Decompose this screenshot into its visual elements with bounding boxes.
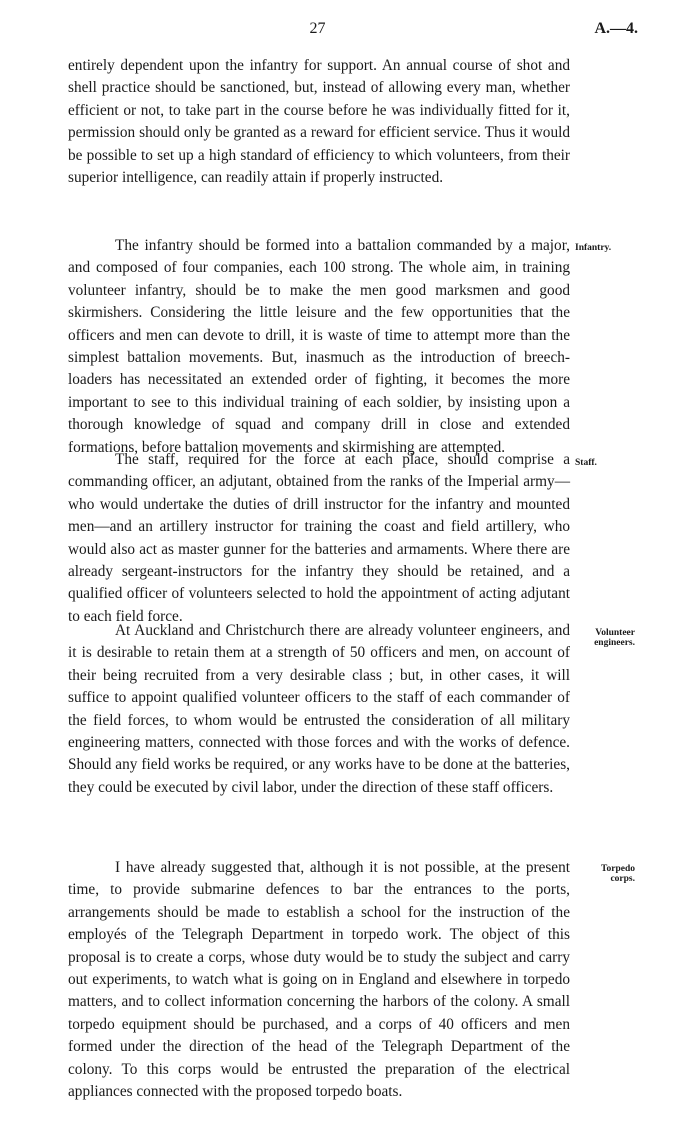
paragraph-volunteer-engineers: At Auckland and Christchurch there are already volunteer engineers, and it is desirable to retain them at a strength of 50 officers and men, on account of their being recruited from a very desirable class ; but, in other cases, it will suffice to appoint qualified volunteer officers to the staff of each commander of the field forces, to whom would be entrusted the consideration of all military engineering matters, connected with those forces and with the works of defence. Should any field works be required, or any works have to be done at the batteries, they could be executed by civil labor, under the direction of these staff officers. (68, 622, 570, 796)
page-number: 27 (309, 20, 326, 37)
margin-note-infantry (575, 243, 635, 253)
margin-note-volunteer-engineers (575, 628, 635, 648)
paragraph-staff: The staff, required for the force at each place, should comprise a commanding officer, an adjutant, obtained from the ranks of the Imperial army—who would undertake the duties of drill instructor for the infantry and mounted men—and an artillery instructor for training the coast and field artillery, who would also act as master gunner for the batteries and armaments. Where there are already sergeant-instructors for the infantry they should be retained, and a qualified officer of volunteers selected to hold the appointment of acting adjutant to each field force. (68, 451, 570, 625)
margin-note-torpedo-line2: corps. (610, 874, 635, 884)
paragraph-artillery-continued: entirely dependent upon the infantry for support. An annual course of shot and shell practice should be sanctioned, but, instead of allowing every man, whether efficient or not, to take part in the course before he was individually fitted for it, permission should only be granted as a reward for efficient service. Thus it would be possible to set up a high standard of efficiency to which volunteers, from their superior intelligence, can readily attain if properly instructed. (68, 57, 570, 187)
paragraph-torpedo-corps: I have already suggested that, although it is not possible, at the present time, to provide submarine defences to bar the entrances to the ports, arrangements should be made to establish a school for the instruction of the employés of the Telegraph Department in torpedo work. The object of this proposal is to create a corps, whose duty would be to study the subject and carry out experiments, to watch what is going on in England and elsewhere in torpedo matters, and to collect information concerning the harbors of the colony. A small torpedo equipment should be purchased, and a corps of 40 officers and men formed under the direction of the head of the Telegraph Department of the colony. To this corps would be entrusted the preparation of the electrical appliances connected with the proposed torpedo boats. (68, 859, 570, 1101)
margin-note-staff-text: Staff. (575, 458, 597, 468)
margin-note-torpedo-line1: Torpedo (601, 864, 635, 874)
margin-note-volunteer-line2: engineers. (594, 638, 635, 648)
margin-note-volunteer-line1: Volunteer (595, 628, 635, 638)
document-reference: A.—4. (594, 20, 638, 37)
margin-note-infantry-text: Infantry. (575, 243, 612, 253)
margin-note-staff (575, 458, 635, 468)
paragraph-infantry: The infantry should be formed into a battalion commanded by a major, and composed of four companies, each 100 strong. The whole aim, in training volunteer infantry, should be to make the men good marksmen and good skirmishers. Considering the little leisure and the few opportunities that the officers and men can devote to drill, it is waste of time to attempt more than the simplest battalion movements. But, inasmuch as the introduction of breech-loaders has necessitated an extended order of fighting, it becomes the more important to see to this individual training of each soldier, by insisting upon a thorough knowledge of squad and company drill in close and extended formations, before battalion movements and skirmishing are attempted. (68, 237, 570, 456)
margin-note-torpedo-corps (575, 864, 635, 884)
